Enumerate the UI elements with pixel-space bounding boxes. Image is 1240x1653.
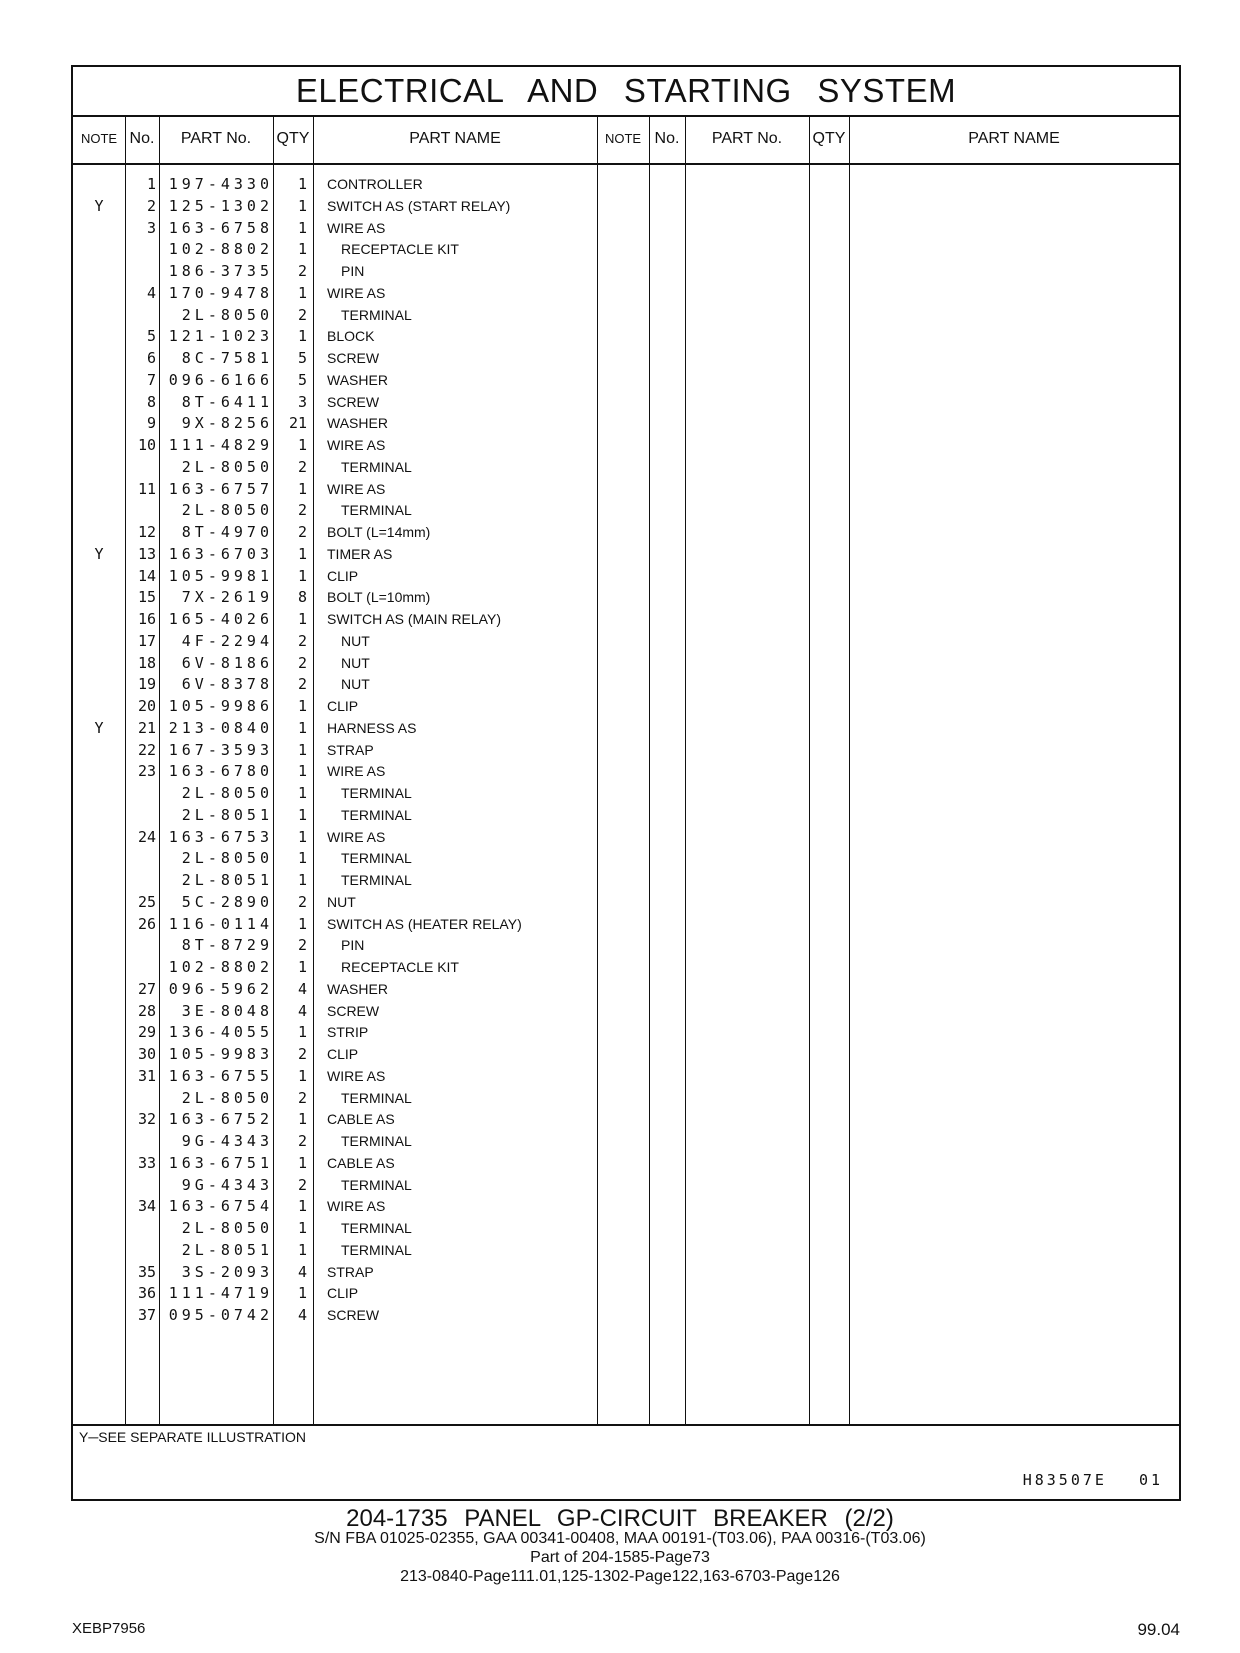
item-number: 22	[137, 740, 156, 759]
part-name: SCREW	[327, 350, 380, 366]
part-name: PIN	[341, 263, 365, 279]
part-name: TERMINAL	[341, 850, 412, 867]
part-note	[73, 565, 125, 588]
part-number: 163-6703	[168, 544, 273, 563]
part-note	[73, 1065, 125, 1088]
item-number	[125, 1130, 156, 1153]
part-note	[73, 1217, 125, 1240]
quantity: 2	[297, 1175, 307, 1194]
part-number: 3E-8048	[181, 1001, 273, 1020]
part-name: HARNESS AS	[327, 719, 417, 736]
part-note	[73, 1087, 125, 1110]
quantity: 2	[297, 892, 307, 911]
part-note	[73, 608, 125, 631]
part-name: TERMINAL	[341, 502, 412, 519]
item-number: 6	[146, 349, 156, 367]
part-note	[73, 847, 125, 870]
quantity: 1	[297, 1219, 307, 1237]
quantity: 2	[297, 675, 307, 694]
item-number: 35	[137, 1262, 156, 1281]
item-number: 3	[146, 218, 156, 237]
quantity: 1	[297, 175, 307, 193]
part-number: 2L-8050	[181, 501, 273, 520]
header-part-no-right: PART No.	[711, 130, 783, 147]
part-name: WASHER	[327, 980, 388, 997]
header-part-name-right: PART NAME	[968, 130, 1060, 147]
quantity: 4	[297, 979, 307, 998]
part-note: Y	[94, 196, 104, 215]
item-number	[125, 1174, 156, 1197]
part-note	[73, 325, 125, 348]
quantity: 1	[297, 871, 307, 889]
quantity: 5	[297, 370, 307, 389]
part-note	[73, 652, 125, 675]
part-name: TERMINAL	[341, 306, 412, 323]
header-note-left: NOTE	[80, 131, 118, 146]
part-note	[73, 456, 125, 479]
part-number: 170-9478	[168, 283, 273, 302]
part-name: NUT	[341, 632, 370, 649]
part-number: 6V-8186	[181, 653, 273, 672]
item-number: 5	[146, 327, 156, 346]
part-note	[73, 412, 125, 435]
part-note	[73, 739, 125, 762]
item-number: 31	[137, 1066, 156, 1085]
quantity: 2	[297, 653, 307, 672]
quantity: 1	[297, 436, 307, 454]
item-number: 23	[137, 762, 156, 781]
part-number: 2L-8050	[181, 305, 273, 324]
part-note	[73, 1021, 125, 1044]
part-note	[73, 782, 125, 805]
part-note	[73, 1261, 125, 1284]
item-number: 25	[137, 892, 156, 911]
item-number	[125, 1087, 156, 1110]
item-number: 37	[137, 1306, 156, 1324]
header-part-no-left: PART No.	[180, 130, 252, 147]
quantity: 1	[297, 784, 307, 802]
item-number: 17	[137, 631, 156, 650]
item-number	[125, 847, 156, 870]
table-bottom-border	[73, 1424, 1179, 1426]
part-note	[73, 478, 125, 501]
item-number: 10	[137, 436, 156, 454]
part-number: 116-0114	[168, 914, 273, 933]
item-number	[125, 956, 156, 979]
item-number: 12	[137, 523, 156, 541]
part-note	[73, 260, 125, 283]
quantity: 2	[297, 936, 307, 955]
item-number: 7	[146, 370, 156, 389]
item-number: 19	[137, 675, 156, 694]
item-number: 33	[137, 1153, 156, 1172]
quantity: 2	[297, 262, 307, 280]
part-name: SWITCH AS (HEATER RELAY)	[327, 915, 522, 932]
quantity: 1	[297, 697, 307, 715]
part-note	[73, 499, 125, 522]
part-number: 163-6757	[168, 479, 273, 498]
part-name: CONTROLLER	[327, 176, 423, 192]
part-number: 6V-8378	[181, 675, 273, 694]
part-note	[73, 804, 125, 827]
quantity: 2	[297, 1088, 307, 1107]
part-name: TERMINAL	[341, 1133, 412, 1149]
part-note	[73, 934, 125, 957]
header-no-right: No.	[654, 130, 680, 147]
part-number: 165-4026	[168, 610, 273, 628]
section-title: ELECTRICAL AND STARTING SYSTEM	[73, 67, 1179, 117]
part-name: CABLE AS	[327, 1154, 395, 1171]
part-name: WIRE AS	[327, 1198, 386, 1215]
part-note	[73, 1239, 125, 1262]
item-number: 15	[137, 588, 156, 607]
part-number: 4F-2294	[181, 631, 273, 650]
item-number: 29	[137, 1023, 156, 1042]
part-note	[73, 1304, 125, 1327]
part-note	[73, 913, 125, 936]
quantity: 1	[297, 566, 307, 585]
part-number: 2L-8050	[181, 849, 273, 868]
publication-number: XEBP7956	[72, 1620, 146, 1637]
part-number: 2L-8051	[181, 805, 273, 824]
part-note	[73, 956, 125, 979]
item-number: 34	[137, 1197, 156, 1216]
part-name: NUT	[341, 654, 370, 671]
item-number: 14	[137, 566, 156, 585]
part-number: 096-5962	[168, 979, 273, 998]
illustration-reference	[1023, 1471, 1163, 1489]
part-note	[73, 978, 125, 1001]
quantity: 4	[297, 1001, 307, 1020]
quantity: 2	[297, 457, 307, 476]
part-note	[73, 304, 125, 327]
part-note	[73, 282, 125, 305]
quantity: 1	[297, 240, 307, 259]
part-number: 163-6755	[168, 1066, 273, 1085]
part-name: BOLT (L=14mm)	[327, 524, 431, 540]
item-number: 24	[137, 827, 156, 846]
quantity: 2	[297, 523, 307, 541]
quantity: 5	[297, 349, 307, 367]
part-name: TERMINAL	[341, 458, 412, 475]
item-number: 11	[137, 479, 156, 498]
item-number	[125, 499, 156, 522]
header-qty-right: QTY	[812, 130, 846, 147]
item-number: 27	[137, 979, 156, 998]
part-number: 105-9986	[168, 697, 273, 715]
part-number: 2L-8050	[181, 1088, 273, 1107]
part-name: NUT	[341, 676, 370, 693]
part-name: TERMINAL	[341, 806, 412, 823]
quantity: 1	[297, 196, 307, 215]
part-number: 8C-7581	[181, 349, 273, 367]
part-note	[73, 1000, 125, 1023]
reference-code: H83507E	[1022, 1471, 1107, 1489]
quantity: 1	[297, 1284, 307, 1303]
quantity: 1	[297, 718, 307, 737]
footnote: Y─SEE SEPARATE ILLUSTRATION	[79, 1429, 306, 1445]
part-number: 8T-6411	[181, 392, 273, 411]
part-note	[73, 1130, 125, 1153]
part-name: CLIP	[327, 1285, 359, 1302]
item-number	[125, 238, 156, 261]
quantity: 1	[297, 218, 307, 237]
header-no-left: No.	[129, 130, 155, 147]
part-note	[73, 347, 125, 370]
part-number: 163-6780	[168, 762, 273, 781]
part-name: TERMINAL	[341, 1089, 412, 1106]
part-number: 186-3735	[168, 262, 273, 280]
item-number: 28	[137, 1001, 156, 1020]
part-number: 111-4719	[168, 1284, 273, 1303]
parts-table-frame	[71, 65, 1181, 1501]
item-number	[125, 456, 156, 479]
part-number: 095-0742	[168, 1306, 273, 1324]
quantity: 1	[297, 1240, 307, 1259]
part-name: SCREW	[327, 393, 380, 410]
part-name: SWITCH AS (START RELAY)	[327, 197, 511, 214]
part-name: CLIP	[327, 567, 359, 584]
quantity: 2	[297, 501, 307, 520]
part-number: 3S-2093	[181, 1262, 273, 1281]
quantity: 1	[297, 1023, 307, 1042]
part-note	[73, 238, 125, 261]
part-name: WIRE AS	[327, 828, 386, 845]
part-name: SWITCH AS (MAIN RELAY)	[327, 611, 501, 627]
item-number: 4	[146, 283, 156, 302]
part-name: CABLE AS	[327, 1111, 395, 1128]
part-note	[73, 1174, 125, 1197]
column-header-row	[73, 115, 1179, 165]
quantity: 1	[297, 1153, 307, 1172]
column-divider	[313, 115, 314, 1426]
quantity: 1	[297, 327, 307, 346]
part-name: WIRE AS	[327, 1067, 386, 1084]
part-number: 125-1302	[168, 196, 273, 215]
part-name: WIRE AS	[327, 437, 386, 453]
part-number: 9X-8256	[181, 414, 273, 433]
part-name: STRIP	[327, 1024, 369, 1041]
item-number: 32	[137, 1110, 156, 1129]
quantity: 1	[297, 849, 307, 868]
column-divider	[849, 115, 850, 1426]
quantity: 1	[297, 544, 307, 563]
quantity: 2	[297, 631, 307, 650]
part-number: 2L-8050	[181, 1219, 273, 1237]
item-number: 26	[137, 914, 156, 933]
quantity: 1	[297, 1197, 307, 1216]
part-number: 102-8802	[168, 240, 273, 259]
part-note: Y	[94, 718, 104, 737]
part-number: 2L-8051	[181, 871, 273, 889]
part-note	[73, 369, 125, 392]
quantity: 4	[297, 1306, 307, 1324]
quantity: 2	[297, 305, 307, 324]
part-name: BOLT (L=10mm)	[327, 589, 431, 606]
item-number: 21	[137, 718, 156, 737]
serial-numbers: S/N FBA 01025-02355, GAA 00341-00408, MAA 00191-(T03.06), PAA 00316-(T03.06)	[314, 1530, 926, 1547]
part-name: TIMER AS	[327, 545, 393, 562]
part-of-reference: Part of 204-1585-Page73	[530, 1549, 710, 1566]
item-number	[125, 1239, 156, 1262]
part-number: 2L-8050	[181, 457, 273, 476]
quantity: 1	[297, 958, 307, 976]
part-name: TERMINAL	[341, 872, 412, 888]
item-number: 1	[146, 175, 156, 193]
part-note	[73, 869, 125, 892]
part-note	[73, 1043, 125, 1066]
quantity: 1	[297, 914, 307, 933]
quantity: 1	[297, 1066, 307, 1085]
part-number: 102-8802	[168, 958, 273, 976]
part-name: TERMINAL	[341, 1220, 412, 1236]
part-name: TERMINAL	[341, 785, 412, 801]
part-note	[73, 173, 125, 196]
part-name: SCREW	[327, 1307, 380, 1323]
part-number: 163-6758	[168, 218, 273, 237]
part-name: STRAP	[327, 741, 374, 758]
header-qty-left: QTY	[276, 130, 310, 147]
part-name: RECEPTACLE KIT	[341, 241, 459, 258]
part-number: 111-4829	[168, 436, 273, 454]
item-number: 18	[137, 653, 156, 672]
item-number	[125, 934, 156, 957]
part-name: STRAP	[327, 1263, 374, 1280]
quantity: 1	[297, 479, 307, 498]
item-number: 8	[146, 392, 156, 411]
quantity: 1	[297, 827, 307, 846]
item-number	[125, 869, 156, 892]
part-note	[73, 1108, 125, 1131]
part-number: 197-4330	[168, 175, 273, 193]
header-note-right: NOTE	[604, 131, 642, 146]
part-note	[73, 891, 125, 914]
part-number: 121-1023	[168, 327, 273, 346]
part-number: 163-6753	[168, 827, 273, 846]
part-number: 105-9983	[168, 1045, 273, 1063]
part-number: 096-6166	[168, 370, 273, 389]
item-number: 20	[137, 697, 156, 715]
item-number: 16	[137, 610, 156, 628]
item-number	[125, 782, 156, 805]
reference-sequence: 01	[1138, 1471, 1163, 1489]
part-note	[73, 760, 125, 783]
part-number: 5C-2890	[181, 892, 273, 911]
part-note	[73, 434, 125, 457]
item-number	[125, 804, 156, 827]
item-number: 30	[137, 1045, 156, 1063]
part-name: WIRE AS	[327, 284, 386, 301]
part-name: SCREW	[327, 1002, 380, 1019]
part-note	[73, 630, 125, 653]
part-number: 7X-2619	[181, 588, 273, 607]
item-number	[125, 1217, 156, 1240]
quantity: 1	[297, 283, 307, 302]
part-name: WASHER	[327, 371, 388, 388]
part-note	[73, 1152, 125, 1175]
item-number: 9	[146, 414, 156, 433]
part-note	[73, 1282, 125, 1305]
part-note	[73, 826, 125, 849]
column-divider	[809, 115, 810, 1426]
part-note	[73, 391, 125, 414]
part-note	[73, 695, 125, 718]
part-name: TERMINAL	[341, 1241, 412, 1258]
quantity: 1	[297, 610, 307, 628]
quantity: 21	[288, 414, 307, 433]
part-name: WIRE AS	[327, 480, 386, 497]
publication-date: 99.04	[1137, 1620, 1180, 1639]
part-name: WIRE AS	[327, 763, 386, 780]
part-number: 163-6754	[168, 1197, 273, 1216]
item-number	[125, 260, 156, 283]
quantity: 3	[297, 392, 307, 411]
part-number: 2L-8050	[181, 784, 273, 802]
part-number: 8T-8729	[181, 936, 273, 955]
part-number: 213-0840	[168, 718, 273, 737]
quantity: 4	[297, 1262, 307, 1281]
quantity: 2	[297, 1045, 307, 1063]
quantity: 1	[297, 740, 307, 759]
quantity: 2	[297, 1132, 307, 1150]
quantity: 1	[297, 1110, 307, 1129]
part-note	[73, 673, 125, 696]
item-number: 36	[137, 1284, 156, 1303]
group-title: 204-1735 PANEL GP-CIRCUIT BREAKER (2/2)	[346, 1505, 894, 1532]
quantity: 1	[297, 805, 307, 824]
part-number: 136-4055	[168, 1023, 273, 1042]
part-note: Y	[94, 544, 104, 563]
part-number: 2L-8051	[181, 1240, 273, 1259]
part-name: BLOCK	[327, 328, 375, 345]
part-name: PIN	[341, 937, 365, 954]
part-name: CLIP	[327, 698, 359, 714]
part-note	[73, 586, 125, 609]
part-number: 167-3593	[168, 740, 273, 759]
page-references: 213-0840-Page111.01,125-1302-Page122,163-6703-Page126	[400, 1568, 840, 1585]
part-number: 9G-4343	[181, 1132, 273, 1150]
quantity: 1	[297, 762, 307, 781]
part-note	[73, 1195, 125, 1218]
item-number	[125, 304, 156, 327]
part-number: 163-6752	[168, 1110, 273, 1129]
part-number: 9G-4343	[181, 1175, 273, 1194]
part-name: RECEPTACLE KIT	[341, 959, 459, 975]
part-name: NUT	[327, 893, 356, 910]
part-note	[73, 521, 125, 544]
item-number: 13	[137, 544, 156, 563]
part-name: WASHER	[327, 415, 388, 432]
part-number: 8T-4970	[181, 523, 273, 541]
item-number: 2	[146, 196, 156, 215]
quantity: 8	[297, 588, 307, 607]
part-number: 105-9981	[168, 566, 273, 585]
part-name: TERMINAL	[341, 1176, 412, 1193]
part-number: 163-6751	[168, 1153, 273, 1172]
part-name: CLIP	[327, 1046, 359, 1062]
part-name: WIRE AS	[327, 219, 386, 236]
part-note	[73, 217, 125, 240]
header-part-name-left: PART NAME	[409, 130, 501, 147]
